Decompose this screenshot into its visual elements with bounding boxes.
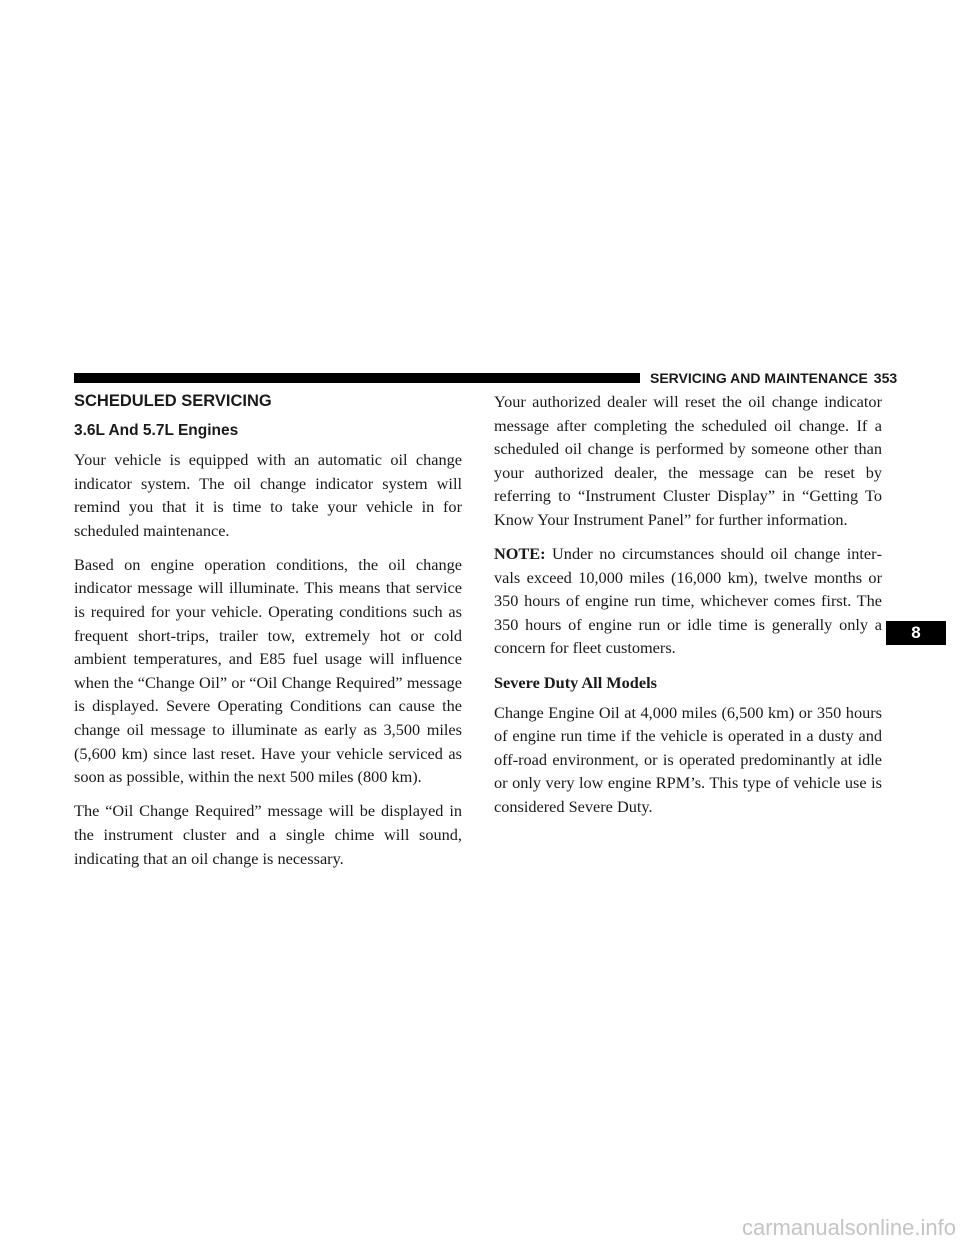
header-section-label: SERVICING AND MAINTENANCE xyxy=(650,370,868,386)
paragraph: Your authorized dealer will reset the oil change indicator message after completing the scheduled oil change. If a scheduled oil change is performed by someone other than your authorized dealer, the message can be reset by referring to “Instrument Cluster Display” in “Getting To Know Your Instrument Panel” for further information. xyxy=(494,392,882,529)
page-number: 353 xyxy=(873,370,898,386)
right-column xyxy=(494,390,882,829)
paragraph: Based on engine operation conditions, the oil change indicator message will illuminate. This means that service is required for your vehicle. Operating conditions such as frequent short-trips, trailer tow, extremely hot or cold ambient temperatures, and E85 fuel usage will influence when the “Change Oil” or “Oil Change Required” message is displayed. Severe Operating Conditions can cause the change oil message to illuminate as early as 3,500 miles (5,600 km) since last reset. Have your vehicle serviced as soon as possible, within the next 500 miles (800 km). xyxy=(74,554,462,787)
paragraph: Change Engine Oil at 4,000 miles (6,500 km) or 350 hours of engine run time if the vehicle is operated in a dusty and off-road environment, or is operated predominantly at idle or only very low engine RPM’s. This type of vehicle use is considered Severe Duty. xyxy=(494,702,882,816)
chapter-tab: 8 xyxy=(886,621,946,645)
subsection-title: 3.6L And 5.7L Engines xyxy=(74,422,239,439)
subsection-title-severe-duty: Severe Duty All Models xyxy=(494,672,657,692)
header-rule xyxy=(74,373,640,383)
left-column xyxy=(74,390,462,881)
paragraph: The “Oil Change Required” message will be displayed in the instrument cluster and a single chime will sound, indicating that an oil change is necessary. xyxy=(74,801,462,868)
section-title: SCHEDULED SERVICING xyxy=(74,392,272,410)
watermark: carmanualsonline.info xyxy=(741,1215,956,1240)
note-text: Under no circumstances should oil change intervals exceed 10,000 miles (16,000 km), twelve months or 350 hours of engine run time, whichever comes first. The 350 hours of engine run or idle time is generally only a concern for fleet customers. xyxy=(494,544,882,658)
running-header xyxy=(650,368,898,388)
paragraph: Your vehicle is equipped with an automatic oil change indicator system. The oil change indicator system will remind you that it is time to take your vehicle in for scheduled maintenance. xyxy=(74,450,462,540)
note-label: NOTE: xyxy=(494,544,546,564)
note-paragraph xyxy=(494,542,882,660)
